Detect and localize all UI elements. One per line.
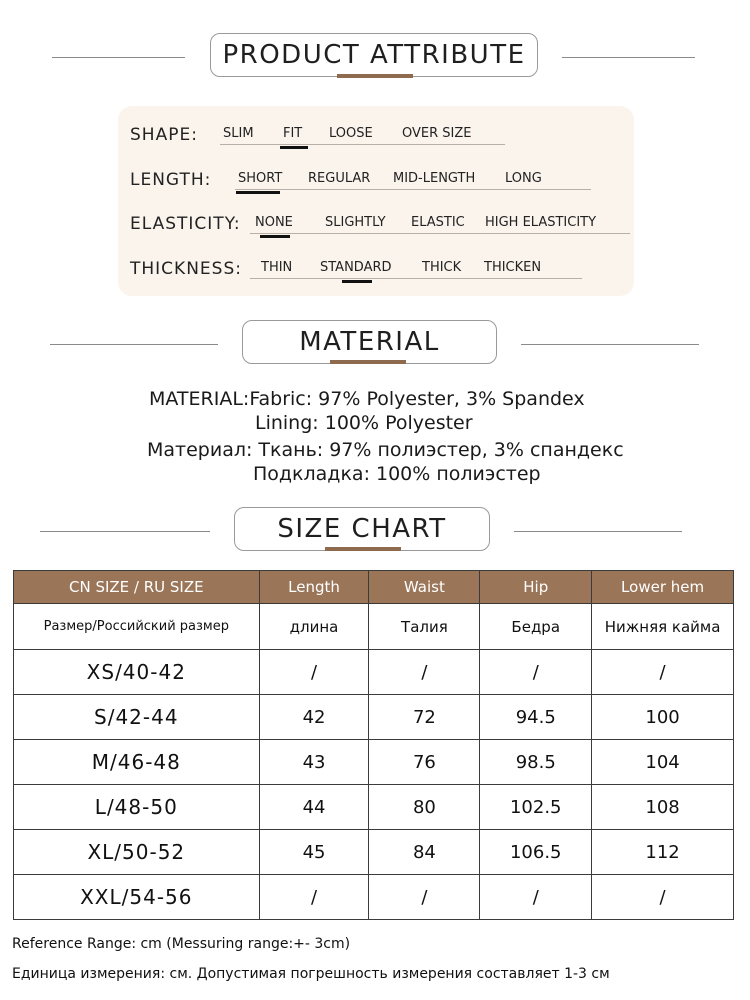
title-accent-bar — [337, 74, 413, 78]
attr-option: THICK — [422, 260, 462, 275]
table-row — [14, 695, 734, 740]
size-cell: XS/40-42 — [14, 650, 260, 695]
table-row — [14, 650, 734, 695]
value-cell: 100 — [592, 695, 734, 740]
divider-right — [562, 57, 695, 58]
value-cell: / — [259, 650, 369, 695]
material-line-en-lining: Lining: 100% Polyester — [255, 412, 473, 434]
ru-header-cell: Нижняя кайма — [592, 604, 734, 650]
attr-row-shape — [130, 111, 630, 151]
attr-underline — [235, 189, 591, 190]
attr-option: OVER SIZE — [402, 126, 472, 141]
material-line-ru-fabric: Материал: Ткань: 97% полиэстер, 3% спандекс — [147, 439, 624, 461]
value-cell: 106.5 — [480, 830, 592, 875]
size-cell: XL/50-52 — [14, 830, 260, 875]
value-cell: 76 — [369, 740, 480, 785]
attr-option: REGULAR — [308, 171, 371, 186]
size-cell: XXL/54-56 — [14, 875, 260, 920]
measurement-note-ru: Единица измерения: см. Допустимая погрешность измерения составляет 1-3 см — [12, 966, 610, 982]
ru-header-cell: Размер/Российский размер — [14, 604, 260, 650]
value-cell: 104 — [592, 740, 734, 785]
table-ru-header-row — [14, 604, 734, 650]
attr-row-thickness — [130, 245, 630, 285]
attr-option: NONE — [255, 215, 293, 230]
value-cell: 72 — [369, 695, 480, 740]
attr-option: SLIM — [223, 126, 254, 141]
value-cell: 84 — [369, 830, 480, 875]
attr-option: SLIGHTLY — [325, 215, 386, 230]
divider-right — [521, 344, 699, 345]
attr-underline — [250, 278, 582, 279]
table-row — [14, 875, 734, 920]
material-header — [0, 320, 750, 368]
divider-right — [514, 531, 682, 532]
ru-header-cell: Бедра — [480, 604, 592, 650]
value-cell: 98.5 — [480, 740, 592, 785]
attr-row-length — [130, 156, 630, 196]
table-row — [14, 830, 734, 875]
header-cell: CN SIZE / RU SIZE — [14, 571, 260, 604]
header-cell: Length — [259, 571, 369, 604]
product-attribute-header — [0, 33, 750, 81]
size-cell: M/46-48 — [14, 740, 260, 785]
attr-option: SHORT — [238, 171, 283, 186]
selected-mark — [280, 146, 308, 149]
section-title-product-attribute: PRODUCT ATTRIBUTE — [210, 33, 538, 77]
attr-label: ELASTICITY: — [130, 214, 241, 234]
title-accent-bar — [325, 547, 401, 551]
value-cell: 94.5 — [480, 695, 592, 740]
table-row — [14, 740, 734, 785]
value-cell: / — [369, 650, 480, 695]
attr-underline — [220, 144, 505, 145]
table-header-row — [14, 571, 734, 604]
header-cell: Hip — [480, 571, 592, 604]
value-cell: / — [369, 875, 480, 920]
value-cell: 45 — [259, 830, 369, 875]
header-cell: Lower hem — [592, 571, 734, 604]
attr-underline — [250, 233, 630, 234]
header-cell: Waist — [369, 571, 480, 604]
attr-option: ELASTIC — [411, 215, 465, 230]
divider-left — [40, 531, 210, 532]
attr-label: LENGTH: — [130, 170, 212, 190]
reference-range-note: Reference Range: cm (Messuring range:+- 3cm) — [12, 936, 351, 952]
value-cell: / — [480, 875, 592, 920]
attr-option: THICKEN — [484, 260, 542, 275]
attr-option: MID-LENGTH — [393, 171, 476, 186]
value-cell: 112 — [592, 830, 734, 875]
section-title-size-chart: SIZE CHART — [234, 507, 490, 551]
value-cell: 102.5 — [480, 785, 592, 830]
material-line-en-fabric: MATERIAL:Fabric: 97% Polyester, 3% Spandex — [149, 388, 585, 410]
value-cell: 108 — [592, 785, 734, 830]
size-chart-header — [0, 507, 750, 555]
value-cell: 42 — [259, 695, 369, 740]
attribute-panel — [118, 106, 634, 296]
value-cell: 80 — [369, 785, 480, 830]
ru-header-cell: Талия — [369, 604, 480, 650]
value-cell: / — [259, 875, 369, 920]
attr-option: THIN — [261, 260, 293, 275]
value-cell: 43 — [259, 740, 369, 785]
divider-left — [50, 344, 218, 345]
size-cell: S/42-44 — [14, 695, 260, 740]
value-cell: / — [592, 650, 734, 695]
size-cell: L/48-50 — [14, 785, 260, 830]
section-title-material: MATERIAL — [242, 320, 497, 364]
size-chart-table — [13, 570, 734, 920]
divider-left — [52, 57, 185, 58]
attr-option: HIGH ELASTICITY — [485, 215, 597, 230]
material-line-ru-lining: Подкладка: 100% полиэстер — [253, 463, 541, 485]
value-cell: / — [592, 875, 734, 920]
title-accent-bar — [330, 360, 406, 364]
selected-mark — [236, 191, 280, 194]
attr-option: STANDARD — [320, 260, 392, 275]
attr-label: SHAPE: — [130, 125, 198, 145]
attr-option: LOOSE — [329, 126, 373, 141]
value-cell: 44 — [259, 785, 369, 830]
attr-row-elasticity — [130, 200, 630, 240]
attr-option: FIT — [283, 126, 303, 141]
attr-label: THICKNESS: — [130, 259, 242, 279]
selected-mark — [342, 280, 372, 283]
attr-option: LONG — [505, 171, 542, 186]
table-row — [14, 785, 734, 830]
selected-mark — [260, 235, 290, 238]
ru-header-cell: длина — [259, 604, 369, 650]
value-cell: / — [480, 650, 592, 695]
